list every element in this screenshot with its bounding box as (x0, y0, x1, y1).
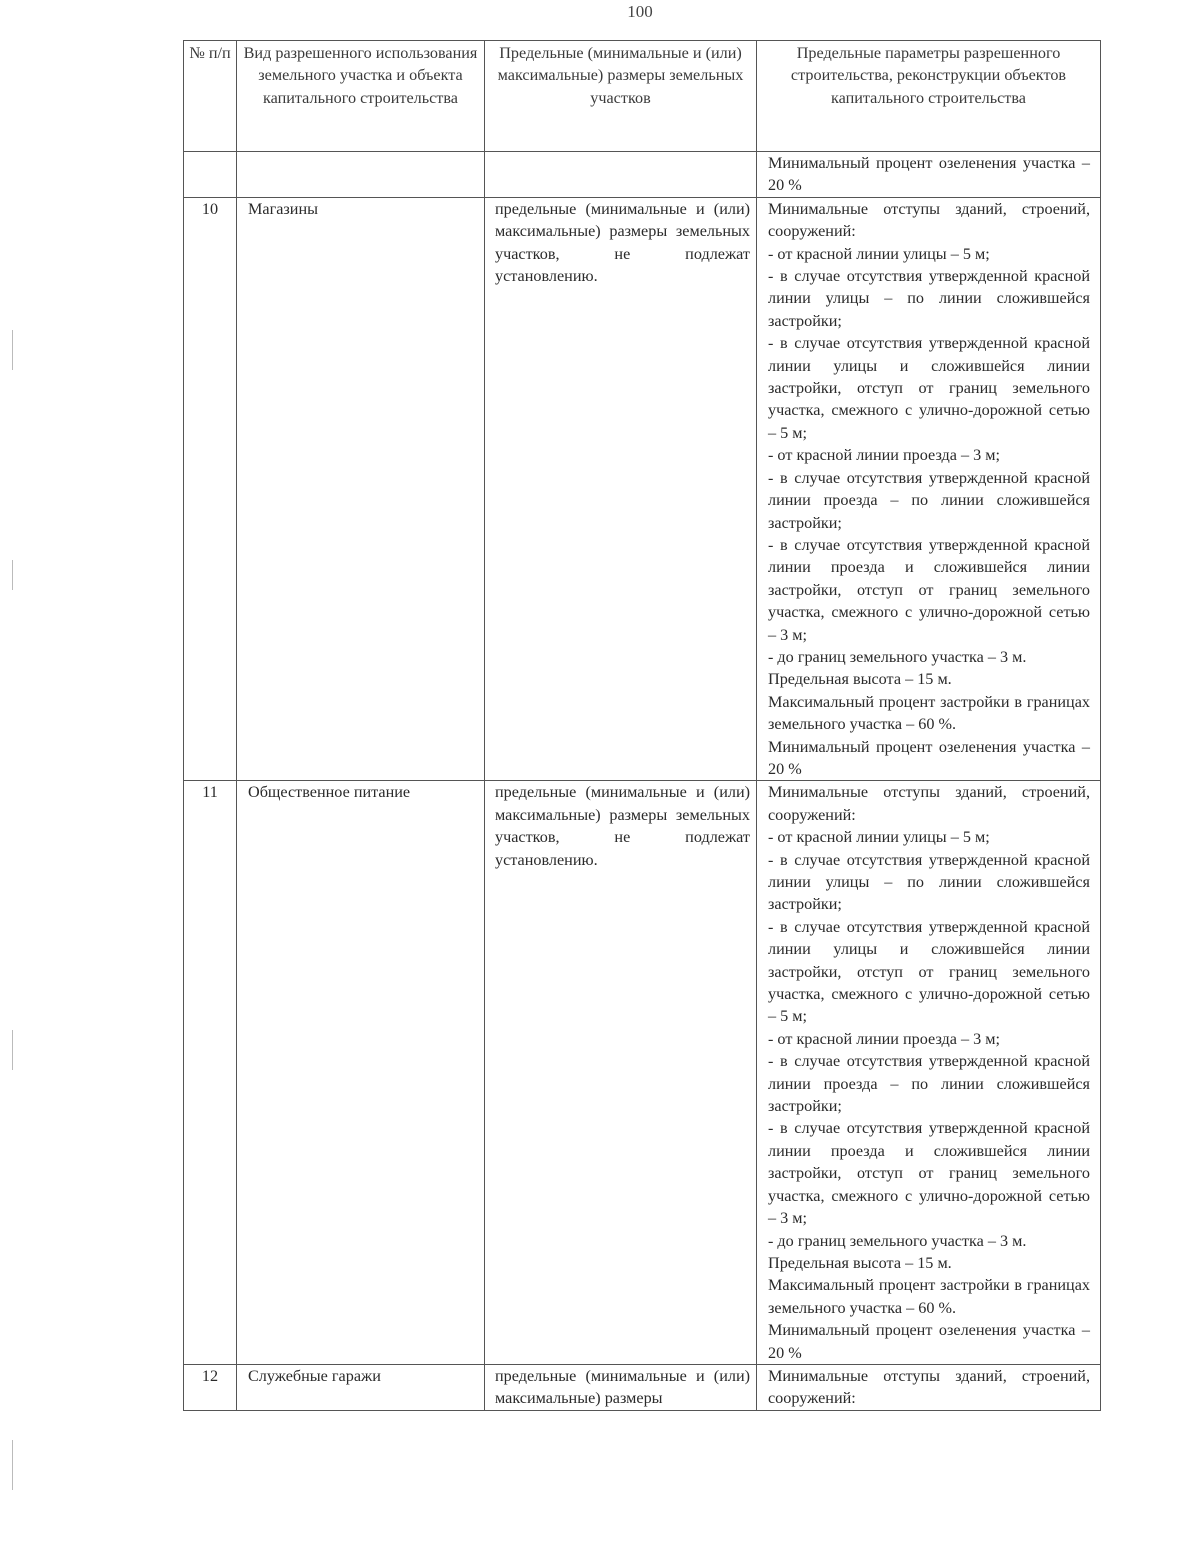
params-list (757, 152, 1100, 197)
param-line: - в случае отсутствия утвержденной красной линии проезда – по линии сложившейся застройки; (768, 1052, 1090, 1116)
params-list (757, 198, 1100, 781)
header-construction-params: Предельные параметры разрешенного строительства, реконструкции объектов капитального строительства (757, 41, 1101, 152)
cell-params (757, 1364, 1101, 1410)
header-number: № п/п (184, 41, 237, 152)
cell-number: 12 (184, 1364, 237, 1410)
cell-params (757, 152, 1101, 198)
scan-edge-mark (12, 1440, 13, 1490)
cell-number: 11 (184, 781, 237, 1365)
param-line: Минимальные отступы зданий, строений, сооружений: (768, 199, 1090, 241)
param-line: - в случае отсутствия утвержденной красной линии улицы и сложившейся линии застройки, отступ от границ земельного участка, смежного с улично-дорожной сетью – 5 м; (768, 917, 1090, 1026)
header-permitted-use: Вид разрешенного использования земельного участка и объекта капитального строительства (237, 41, 485, 152)
cell-params (757, 197, 1101, 781)
param-line: Минимальные отступы зданий, строений, сооружений: (768, 1366, 1090, 1408)
param-line: - до границ земельного участка – 3 м. (768, 647, 1027, 666)
param-line: - от красной линии проезда – 3 м; (768, 446, 1001, 465)
cell-use: Магазины (237, 197, 485, 781)
param-line: - в случае отсутствия утвержденной красной линии проезда – по линии сложившейся застройки; (768, 468, 1090, 532)
param-line: Максимальный процент застройки в границах земельного участка – 60 %. (768, 1276, 1090, 1317)
scan-edge-mark (12, 330, 13, 370)
table-row (184, 781, 1101, 1365)
cell-use (237, 152, 485, 198)
params-list (757, 1365, 1100, 1410)
cell-use: Служебные гаражи (237, 1364, 485, 1410)
table-row (184, 1364, 1101, 1410)
param-line: Минимальный процент озеленения участка – 20 % (768, 737, 1090, 778)
cell-sizes (485, 152, 757, 198)
cell-sizes: предельные (минимальные и (или) максимальные) размеры (485, 1364, 757, 1410)
table-row-continuation (184, 152, 1101, 198)
header-plot-sizes: Предельные (минимальные и (или) максимальные) размеры земельных участков (485, 41, 757, 152)
param-line: Предельная высота – 15 м. (768, 670, 952, 689)
cell-params (757, 781, 1101, 1365)
cell-sizes: предельные (минимальные и (или) максимальные) размеры земельных участков, не подлежат установлению. (485, 197, 757, 781)
param-line: - в случае отсутствия утвержденной красной линии улицы – по линии сложившейся застройки; (768, 850, 1090, 914)
param-line: - до границ земельного участка – 3 м. (768, 1231, 1027, 1250)
table-row (184, 197, 1101, 781)
scan-edge-mark (12, 560, 13, 590)
params-list (757, 781, 1100, 1364)
page-number: 100 (627, 2, 653, 21)
table-header-row (184, 41, 1101, 152)
param-line: Предельная высота – 15 м. (768, 1253, 952, 1272)
cell-number (184, 152, 237, 198)
cell-number: 10 (184, 197, 237, 781)
param-line: - от красной линии улицы – 5 м; (768, 828, 990, 847)
regulations-table (183, 40, 1101, 1411)
param-line: Минимальные отступы зданий, строений, сооружений: (768, 783, 1090, 824)
param-line: - от красной линии улицы – 5 м; (768, 244, 990, 263)
cell-use: Общественное питание (237, 781, 485, 1365)
param-line: - в случае отсутствия утвержденной красной линии проезда и сложившейся линии застройки, отступ от границ земельного участка, смежного с улично-дорожной сетью – 3 м; (768, 1119, 1090, 1228)
param-line: Минимальный процент озеленения участка – 20 % (768, 154, 1090, 195)
param-line: Максимальный процент застройки в границах земельного участка – 60 %. (768, 692, 1090, 734)
param-line: - от красной линии проезда – 3 м; (768, 1029, 1001, 1048)
param-line: Минимальный процент озеленения участка – 20 % (768, 1321, 1090, 1362)
param-line: - в случае отсутствия утвержденной красной линии проезда и сложившейся линии застройки, отступ от границ земельного участка, смежного с улично-дорожной сетью – 3 м; (768, 535, 1090, 644)
scan-edge-mark (12, 1030, 13, 1070)
param-line: - в случае отсутствия утвержденной красной линии улицы – по линии сложившейся застройки; (768, 267, 1090, 330)
cell-sizes: предельные (минимальные и (или) максимальные) размеры земельных участков, не подлежат установлению. (485, 781, 757, 1365)
param-line: - в случае отсутствия утвержденной красной линии улицы и сложившейся линии застройки, отступ от границ земельного участка, смежного с улично-дорожной сетью – 5 м; (768, 334, 1090, 442)
